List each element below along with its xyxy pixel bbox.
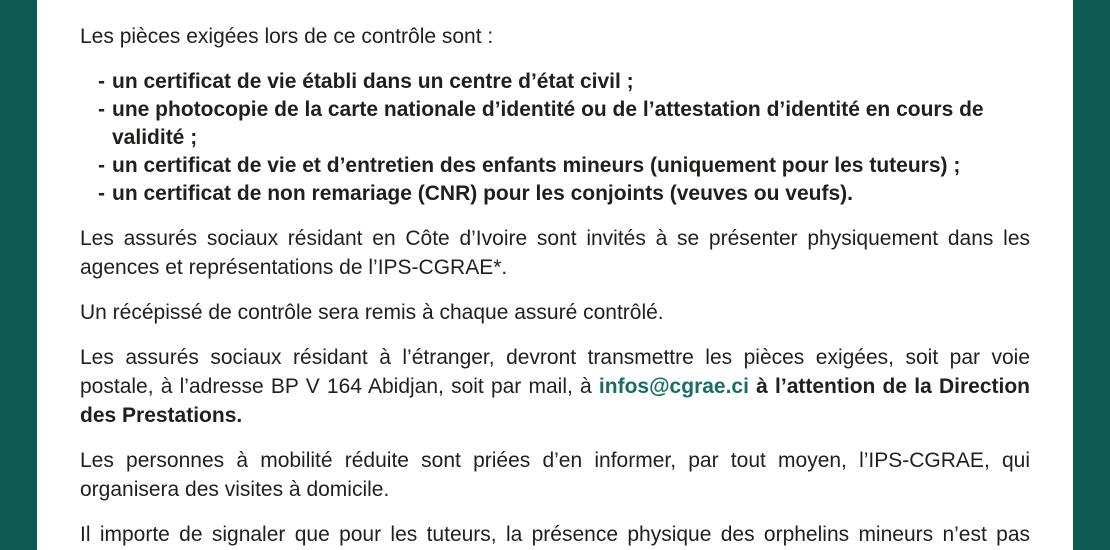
left-border-bar: [0, 0, 37, 550]
list-item-certificat-vie: [98, 68, 1030, 96]
list-item-certificat-non-remariage: [98, 180, 1030, 208]
dash-marker: -: [98, 154, 105, 177]
document-body: [80, 0, 1030, 550]
paragraph-abroad-text: Les assurés sociaux résidant à l’étranger, devront transmettre les pièces exigées, soit par voie postale, à l’adresse BP V 164 Abidjan, soit par mail, à: [80, 346, 1030, 398]
paragraph-tutors-truncated: Il importe de signaler que pour les tuteurs, la présence physique des orphelins mineurs n’est pas: [80, 523, 1030, 546]
requirements-list: [80, 68, 1030, 208]
dash-marker: -: [98, 70, 105, 93]
paragraph-receipt: Un récépissé de contrôle sera remis à chaque assuré contrôlé.: [80, 301, 664, 324]
list-item-text: un certificat de vie et d’entretien des enfants mineurs (uniquement pour les tuteurs) ;: [112, 154, 961, 177]
dash-marker: -: [98, 98, 105, 121]
paragraph-residents: Les assurés sociaux résidant en Côte d’Ivoire sont invités à se présenter physiquement dans les agences et représentations de l’IPS-CGRAE*.: [80, 227, 1030, 279]
intro-line: Les pièces exigées lors de ce contrôle sont :: [80, 25, 494, 48]
list-item-text: un certificat de vie établi dans un centre d’état civil ;: [112, 70, 634, 93]
list-item-text: un certificat de non remariage (CNR) pour les conjoints (veuves ou veufs).: [112, 182, 853, 205]
dash-marker: -: [98, 182, 105, 205]
paragraph-abroad-bold-tail: à l’attention de la Direction des Prestations.: [80, 375, 1030, 427]
list-item-text: une photocopie de la carte nationale d’identité ou de l’attestation d’identité en cours de validité ;: [112, 98, 984, 149]
paragraph-mobility: Les personnes à mobilité réduite sont priées d’en informer, par tout moyen, l’IPS-CGRAE, qui organisera des visites à domicile.: [80, 449, 1030, 501]
paragraph-abroad: [80, 343, 1030, 430]
right-border-bar: [1073, 0, 1110, 550]
list-item-photocopie-cni: [98, 96, 1030, 152]
list-item-certificat-entretien: [98, 152, 1030, 180]
email-text: infos@cgrae.ci: [598, 375, 749, 398]
